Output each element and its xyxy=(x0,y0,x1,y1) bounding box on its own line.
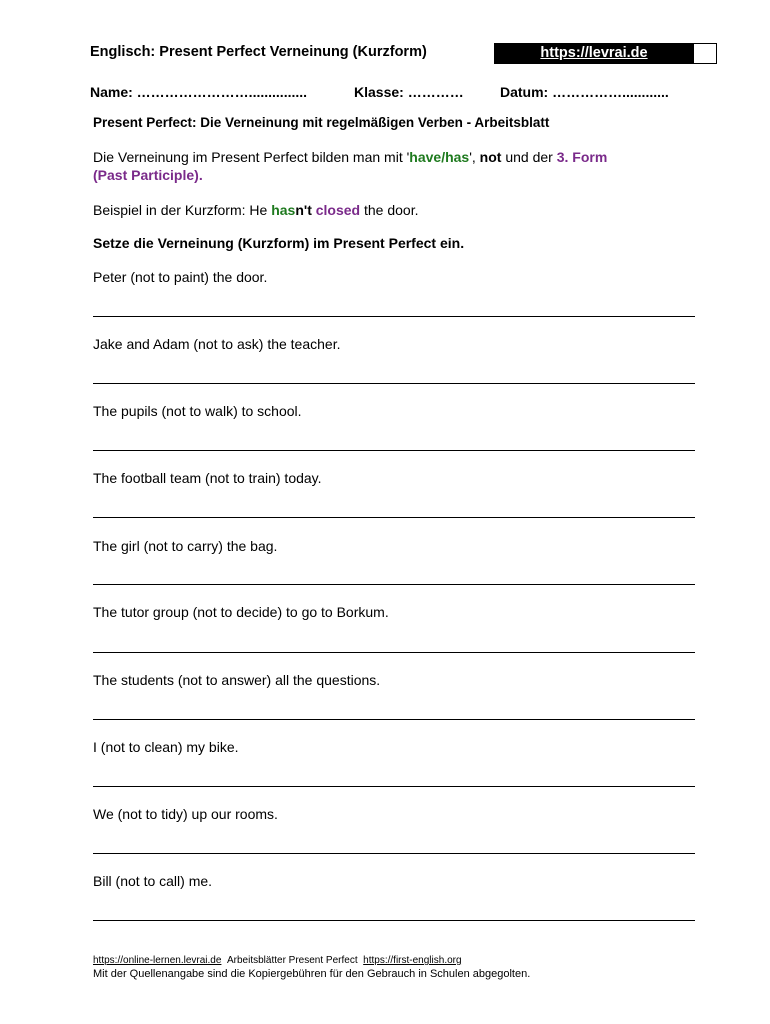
example-nt: n't xyxy=(295,202,312,218)
footer-middle-text: Arbeitsblätter Present Perfect xyxy=(226,955,358,966)
site-box xyxy=(494,43,717,64)
exercise-7: The students (not to answer) all the questions. xyxy=(93,672,381,688)
example-prefix: Beispiel in der Kurzform: He xyxy=(93,202,272,218)
answer-line-7[interactable] xyxy=(93,719,695,720)
exercise-6: The tutor group (not to decide) to go to Borkum. xyxy=(93,604,389,620)
answer-line-10[interactable] xyxy=(93,920,695,921)
answer-line-2[interactable] xyxy=(93,383,695,384)
worksheet-header-title: Englisch: Present Perfect Verneinung (Kurzform) xyxy=(90,44,427,60)
answer-line-6[interactable] xyxy=(93,652,695,653)
intro-text-3: und der xyxy=(501,149,557,165)
answer-line-5[interactable] xyxy=(93,584,695,585)
answer-line-4[interactable] xyxy=(93,517,695,518)
class-field: Klasse: ………… xyxy=(354,84,464,100)
intro-paragraph xyxy=(93,148,693,184)
answer-line-9[interactable] xyxy=(93,853,695,854)
past-participle-word: (Past Participle). xyxy=(93,167,203,183)
intro-text-2: ', xyxy=(469,149,480,165)
footer-note: Mit der Quellenangabe sind die Kopiergebühren für den Gebrauch in Schulen abgegolten. xyxy=(93,968,531,980)
answer-line-1[interactable] xyxy=(93,316,695,317)
exercise-3: The pupils (not to walk) to school. xyxy=(93,403,302,419)
footer-link-online-lernen[interactable]: https://online-lernen.levrai.de xyxy=(93,955,222,966)
exercise-4: The football team (not to train) today. xyxy=(93,470,322,486)
instruction: Setze die Verneinung (Kurzform) im Present Perfect ein. xyxy=(93,235,465,251)
not-word: not xyxy=(479,149,502,165)
exercise-10: Bill (not to call) me. xyxy=(93,873,213,889)
name-field: Name: ……………………............... xyxy=(90,84,308,100)
have-has-word: have/has xyxy=(409,149,470,165)
footer-links xyxy=(93,955,462,966)
footer-link-first-english[interactable]: https://first-english.org xyxy=(363,955,462,966)
exercise-5: The girl (not to carry) the bag. xyxy=(93,538,278,554)
date-field: Datum: ……………............ xyxy=(500,84,669,100)
intro-text-1: Die Verneinung im Present Perfect bilden man mit ' xyxy=(93,149,410,165)
example-suffix: the door. xyxy=(360,202,419,218)
example-has: has xyxy=(271,202,296,218)
exercise-8: I (not to clean) my bike. xyxy=(93,739,239,755)
answer-line-8[interactable] xyxy=(93,786,695,787)
exercise-2: Jake and Adam (not to ask) the teacher. xyxy=(93,336,341,352)
third-form-word: 3. Form xyxy=(556,149,608,165)
exercise-1: Peter (not to paint) the door. xyxy=(93,269,268,285)
answer-line-3[interactable] xyxy=(93,450,695,451)
example-sentence xyxy=(93,201,419,219)
sheet-title: Present Perfect: Die Verneinung mit regelmäßigen Verben - Arbeitsblatt xyxy=(93,115,550,130)
exercise-9: We (not to tidy) up our rooms. xyxy=(93,806,278,822)
example-closed: closed xyxy=(315,202,361,218)
site-link[interactable]: https://levrai.de xyxy=(494,44,694,63)
